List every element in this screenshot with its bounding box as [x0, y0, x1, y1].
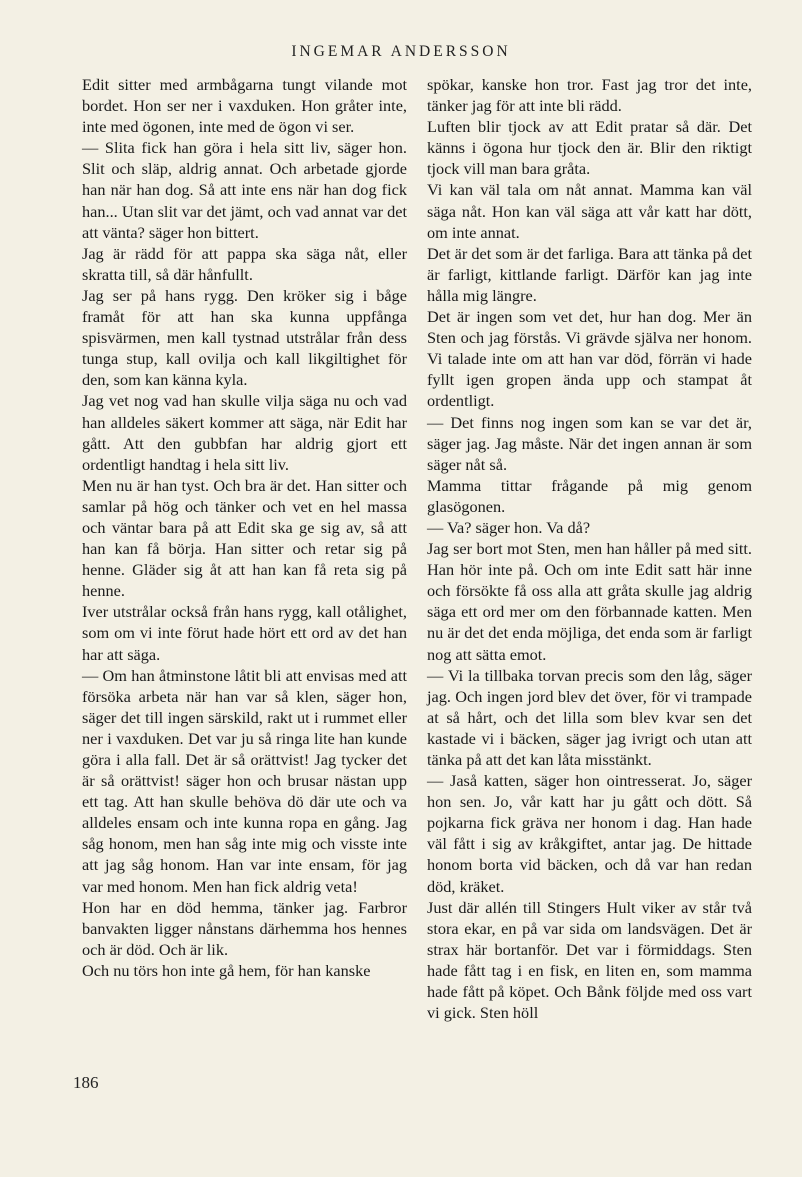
paragraph: — Det finns nog ingen som kan se var det är, säger jag. Jag måste. När det ingen annan är som säger nåt så. [427, 412, 752, 474]
paragraph: Hon har en död hemma, tänker jag. Farbror banvakten ligger nånstans därhemma hos hennes och är död. Och är lik. [82, 897, 407, 959]
paragraph: Edit sitter med armbågarna tungt vilande mot bordet. Hon ser ner i vaxduken. Hon gråter inte, inte med ögonen, inte med de ögon vi ser. [82, 75, 407, 137]
paragraph: Jag är rädd för att pappa ska säga nåt, eller skratta till, så där hånfullt. [82, 243, 407, 284]
paragraph: Iver utstrålar också från hans rygg, kall otålighet, som om vi inte förut hade hört ett ord av det han har att säga. [82, 602, 407, 664]
paragraph: Det är det som är det farliga. Bara att tänka på det är farligt, kittlande farligt. Därför kan jag inte hålla mig längre. [427, 243, 752, 305]
paragraph: — Jaså katten, säger hon ointresserat. Jo, säger hon sen. Jo, vår katt har ju gått och dött. Så pojkarna fick gräva ner honom i dag. Han hade väl fått i sig av kråkgiftet, antar jag. De hittade honom borta vid bäcken, och då var han redan död, kräket. [427, 771, 752, 896]
paragraph: — Va? säger hon. Va då? [427, 517, 591, 537]
paragraph: Vi kan väl tala om nåt annat. Mamma kan väl säga nåt. Hon kan väl säga att vår katt har dött, om inte annat. [427, 180, 752, 242]
paragraph: spökar, kanske hon tror. Fast jag tror det inte, tänker jag för att inte bli rädd. [427, 75, 752, 116]
paragraph: Men nu är han tyst. Och bra är det. Han sitter och samlar på hög och tänker och vet en hel massa och väntar bara på att Edit ska ge sig av, så att han kan få börja. Han sitter och retar sig på henne. Gläder sig åt att han kan få reta sig på henne. [82, 475, 407, 601]
paragraph: Jag vet nog vad han skulle vilja säga nu och vad han alldeles säkert kommer att säga, när Edit har gått. Att den gubbfan har aldrig gjort ett ordentligt handtag i hela sitt liv. [82, 391, 407, 474]
paragraph: Det är ingen som vet det, hur han dog. Mer än Sten och jag förstås. Vi grävde själva ner honom. Vi talade inte om att han var död, förrän vi hade fyllt igen gropen ända upp och stampat åt ordentligt. [427, 307, 752, 411]
paragraph: Luften blir tjock av att Edit pratar så där. Det känns i ögona hur tjock den är. Blir den riktigt tjock vill man bara gråta. [427, 117, 752, 179]
paragraph: — Slita fick han göra i hela sitt liv, säger hon. Slit och släp, aldrig annat. Och arbetade gjorde han när han dog. Så att inte ens när han dog fick han... Utan slit var det jämt, och vad annat var det att vänta? säger hon bittert. [82, 138, 407, 242]
paragraph: — Om han åtminstone låtit bli att envisas med att försöka arbeta när han var så klen, säger hon, säger det till ingen särskild, rakt ut i rummet eller ner i vaxduken. Det var ju så ringa lite han kunde göra i alla fall. Det är så orättvist! Jag tycker det är så orättvist! säger hon och brusar nästan upp ett tag. Att han skulle behöva dö där ute och va alldeles ensam och inte kunna ropa en gång. Jag såg honom, men han såg inte mig och visste inte att jag såg honom. Han var inte ensam, för jag var med honom. Men han fick aldrig veta! [82, 665, 407, 896]
paragraph: Jag ser bort mot Sten, men han håller på med sitt. Han hör inte på. Och om inte Edit satt här inne och försökte få oss alla att gråta skulle jag aldrig säga ett ord mer om den förbannade katten. Men nu är det det enda möjliga, det enda som är farligt nog att sätta emot. [427, 539, 752, 664]
paragraph: — Vi la tillbaka torvan precis som den låg, säger jag. Och ingen jord blev det över, för vi trampade at så hårt, och det lilla som blev kvar sen det kastade vi i bäcken, säger jag ivrigt och utan att tänka på att det kan låta misstänkt. [427, 665, 752, 769]
paragraph: Och nu törs hon inte gå hem, för han kanske [82, 960, 371, 980]
page-number: 186 [73, 1073, 99, 1092]
paragraph: Just där allén till Stingers Hult viker av står två stora ekar, en på var sida om landsvägen. Det är strax här bortanför. Det var i förmiddags. Sten hade fått tag i en fisk, en liten en, som mamma hade fått på köpet. Och Bånk följde med oss vart vi gick. Sten höll [427, 897, 752, 1023]
running-head: INGEMAR ANDERSSON [291, 43, 511, 60]
paragraph: Jag ser på hans rygg. Den kröker sig i båge framåt för att han ska kunna uppfånga spisvärmen, men kall tystnad utstrålar från dess tunga stup, kall ovilja och kall likgiltighet för den, som kan känna kyla. [82, 285, 407, 390]
right-column [427, 74, 752, 1023]
left-column [82, 74, 407, 981]
paragraph: Mamma tittar frågande på mig genom glasögonen. [427, 475, 752, 516]
